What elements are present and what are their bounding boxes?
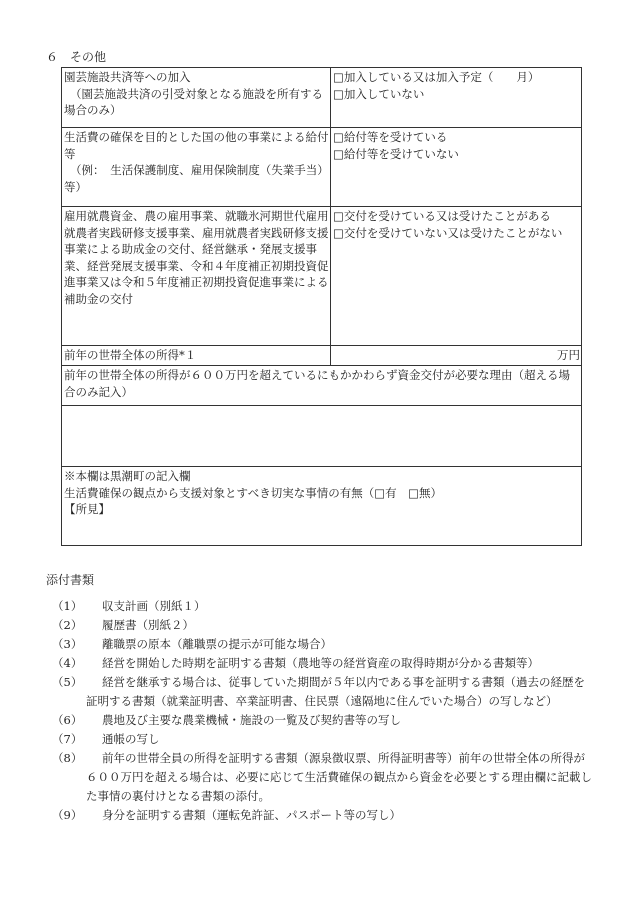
list-item xyxy=(46,635,594,654)
other-info-table xyxy=(61,67,582,546)
town-opinion-label: 【所見】 xyxy=(64,502,110,517)
table-row xyxy=(62,128,582,207)
insurance-note: （園芸施設共済の引受対象となる施設を所有する場合のみ） xyxy=(64,86,323,118)
item-text: 経営を開始した時期を証明する書類（農地等の経営資産の取得時期が分かる書類等） xyxy=(102,656,539,670)
item-number: （6） xyxy=(52,713,83,727)
income-unit: 万円 xyxy=(557,348,580,362)
table-row xyxy=(62,366,582,406)
subsidy-options-cell xyxy=(331,207,582,346)
table-row xyxy=(62,467,582,546)
item-number: （9） xyxy=(52,808,83,822)
list-item xyxy=(46,616,594,635)
list-item xyxy=(46,654,594,673)
benefits-options-cell xyxy=(331,128,582,207)
reason-label: 前年の世帯全体の所得が６００万円を超えているにもかかわらず資金交付が必要な理由（超える場合のみ記入） xyxy=(64,368,570,399)
item-number: （1） xyxy=(52,599,83,613)
item-text: 前年の世帯全員の所得を証明する書類（源泉徴収票、所得証明書等）前年の世帯全体の所得が６００万円を超える場合は、必要に応じて生活費確保の観点から資金を必要とする理由欄に記載した事情の裏付けとなる書類の添付。 xyxy=(86,751,592,803)
list-item xyxy=(46,749,594,806)
income-label-cell xyxy=(62,346,331,366)
subsidy-option-received[interactable]: □交付を受けている又は受けたことがある xyxy=(333,209,551,223)
insurance-option-not-joined[interactable]: □加入していない xyxy=(333,86,425,101)
item-text: 通帳の写し xyxy=(102,732,160,746)
list-item xyxy=(46,711,594,730)
reason-label-cell xyxy=(62,366,582,406)
benefits-example: （例： 生活保護制度、雇用保険制度（失業手当）等） xyxy=(64,163,329,194)
item-number: （2） xyxy=(52,618,83,632)
insurance-label-cell xyxy=(62,68,331,128)
item-text: 農地及び主要な農業機械・施設の一覧及び契約書等の写し xyxy=(102,713,401,727)
item-number: （7） xyxy=(52,732,83,746)
table-row xyxy=(62,207,582,346)
insurance-label: 園芸施設共済等への加入 xyxy=(64,70,191,84)
subsidy-label: 雇用就農資金、農の雇用事業、就職氷河期世代雇用就農者実践研修支援事業、雇用就農者実践研修支援事業による助成金の交付、経営継承・発展支援事業、経営発展支援事業、令和４年度補正初期投資促進事業又は令和５年度補正初期投資促進事業による補助金の交付 xyxy=(64,209,329,306)
list-item xyxy=(46,597,594,616)
item-text: 離職票の原本（離職票の提示が可能な場合） xyxy=(102,637,332,651)
subsidy-option-not-received[interactable]: □交付を受けていない又は受けたことがない xyxy=(333,225,563,240)
item-text: 履歴書（別紙２） xyxy=(102,618,194,632)
insurance-option-joined[interactable]: □加入している又は加入予定（ 月） xyxy=(333,70,540,84)
attachments-list xyxy=(46,597,594,825)
income-label: 前年の世帯全体の所得*１ xyxy=(64,348,197,362)
benefits-label: 生活費の確保を目的とした国の他の事業による給付等 xyxy=(64,130,329,161)
subsidy-label-cell xyxy=(62,207,331,346)
item-text: 収支計画（別紙１） xyxy=(102,599,206,613)
benefits-option-receiving[interactable]: □給付等を受けている xyxy=(333,130,448,144)
town-use-note: ※本欄は黒潮町の記入欄 xyxy=(64,469,191,483)
town-use-question[interactable]: 生活費確保の観点から支援対象とすべき切実な事情の有無（□有 □無） xyxy=(64,485,442,500)
table-row xyxy=(62,406,582,467)
list-item xyxy=(46,806,594,825)
section-title: ６ その他 xyxy=(46,50,107,64)
item-text: 経営を継承する場合は、従事していた期間が５年以内である事を証明する書類（過去の経歴を証明する書類（就業証明書、卒業証明書、住民票（遠隔地に住んでいた場合）の写しなど） xyxy=(86,675,585,708)
table-row xyxy=(62,68,582,128)
town-use-cell xyxy=(62,467,582,546)
item-number: （5） xyxy=(52,675,83,689)
item-number: （8） xyxy=(52,751,83,765)
item-number: （3） xyxy=(52,637,83,651)
list-item xyxy=(46,673,594,711)
income-value-field[interactable] xyxy=(331,346,582,366)
benefits-label-cell xyxy=(62,128,331,207)
table-row xyxy=(62,346,582,366)
reason-input-field[interactable] xyxy=(62,406,582,467)
attachments-title: 添付書類 xyxy=(46,573,95,587)
item-text: 身分を証明する書類（運転免許証、パスポート等の写し） xyxy=(102,808,401,822)
item-number: （4） xyxy=(52,656,83,670)
insurance-options-cell xyxy=(331,68,582,128)
list-item xyxy=(46,730,594,749)
benefits-option-not-receiving[interactable]: □給付等を受けていない xyxy=(333,146,459,161)
